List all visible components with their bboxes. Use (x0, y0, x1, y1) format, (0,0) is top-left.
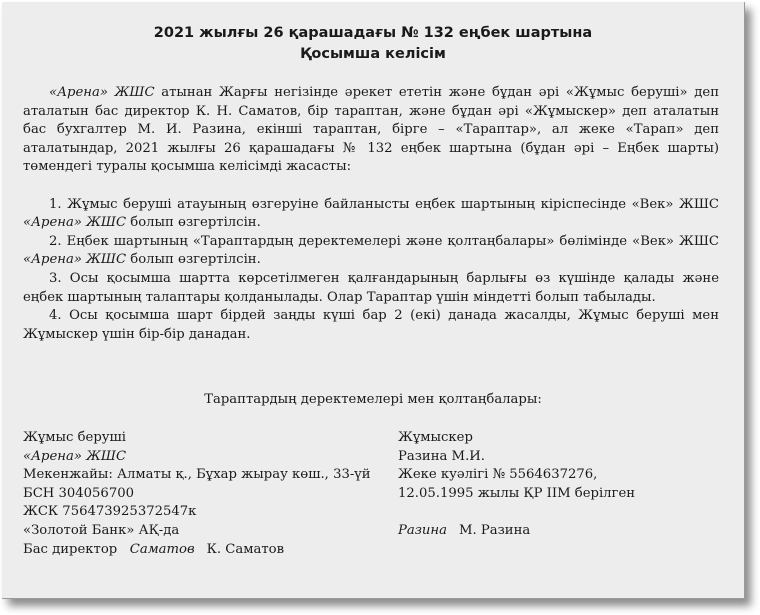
employer-signer-name: К. Саматов (206, 541, 284, 557)
employer-role: Жұмыс беруші (23, 430, 127, 445)
employee-id: Жеке куәлігі № 5564637276, (398, 467, 598, 483)
employee-block (398, 429, 635, 541)
employer-signature: Саматов (129, 541, 195, 557)
preamble-paragraph (23, 84, 719, 177)
paragraph-gap (23, 177, 719, 196)
employer-company-italic: «Арена» ЖШС (23, 448, 127, 464)
employee-name: Разина М.И. (398, 448, 485, 464)
clause-2 (23, 233, 719, 270)
document-page (2, 2, 745, 599)
employee-spacer (398, 503, 635, 522)
employee-signature: Разина (398, 522, 447, 538)
employee-signature-line (398, 522, 635, 541)
document-body (23, 84, 719, 344)
clause-4: 4. Осы қосымша шарт бірдей заңды күші бар 2 (екі) данада жасалды, Жұмыс беруші мен Жұмыскер үшін бір-бір данадан. (23, 308, 719, 342)
clause-1-tail: болып өзгертілсін. (126, 215, 261, 231)
employer-account: ЖСК 756473925372547к (23, 504, 197, 520)
title-line-2: Қосымша келісім (300, 46, 446, 62)
company-name-italic: «Арена» ЖШС (49, 85, 155, 100)
employee-id-issued: 12.05.1995 жылы ҚР ІІМ берілген (398, 485, 636, 501)
employer-signer-title: Бас директор (23, 541, 118, 557)
employer-company (23, 448, 371, 467)
preamble-text: атынан Жарғы негізінде әрекет ететін және бұдан әрі «Жұмыс беруші» деп аталатын бас директор К. Н. Саматов, бір тараптан, және бұдан әрі «Жұмыскер» деп аталатын бас бухгалтер М. И. Разина, екінші тараптан, бірге – «Тараптар», ал жеке «Тарап» деп аталатындар, 2021 жылғы 26 қарашадағы № 132 еңбек шартына (бұдан әрі – Еңбек шарты) төмендегі туралы қосымша келісімді жасасты: (23, 85, 719, 175)
employer-bin: БСН 304056700 (23, 485, 134, 501)
employer-signature-line (23, 541, 371, 560)
clause-2-italic: «Арена» ЖШС (23, 252, 127, 268)
clause-2-tail: болып өзгертілсін. (126, 252, 261, 268)
employee-role: Жұмыскер (398, 430, 473, 445)
signatures-heading: Тараптардың деректемелері мен қолтаңбалары: (204, 392, 542, 407)
document-title (2, 23, 744, 65)
employer-address: Мекенжайы: Алматы қ., Бұхар жырау көш., 33-үй (23, 467, 371, 483)
employer-bank: «Золотой Банк» АҚ-да (23, 522, 180, 538)
clause-1 (23, 196, 719, 233)
clause-1-italic: «Арена» ЖШС (23, 215, 127, 231)
clause-3: 3. Осы қосымша шартта көрсетілмеген қалғандарының барлығы өз күшінде қалады және еңбек шартының талаптары қолданылады. Олар Тараптар үшін міндетті болып табылады. (23, 270, 719, 305)
title-line-1: 2021 жылғы 26 қарашадағы № 132 еңбек шартына (153, 25, 593, 41)
clause-2-text: 2. Еңбек шартының «Тараптардың деректемелері және қолтаңбалары» бөлімінде «Век» ЖШС (49, 233, 719, 249)
clause-1-text: 1. Жұмыс беруші атауының өзгеруіне байланысты еңбек шартының кіріспесінде «Век» ЖШС (49, 196, 719, 212)
employee-signer-name: М. Разина (458, 522, 531, 538)
employer-block (23, 429, 371, 559)
